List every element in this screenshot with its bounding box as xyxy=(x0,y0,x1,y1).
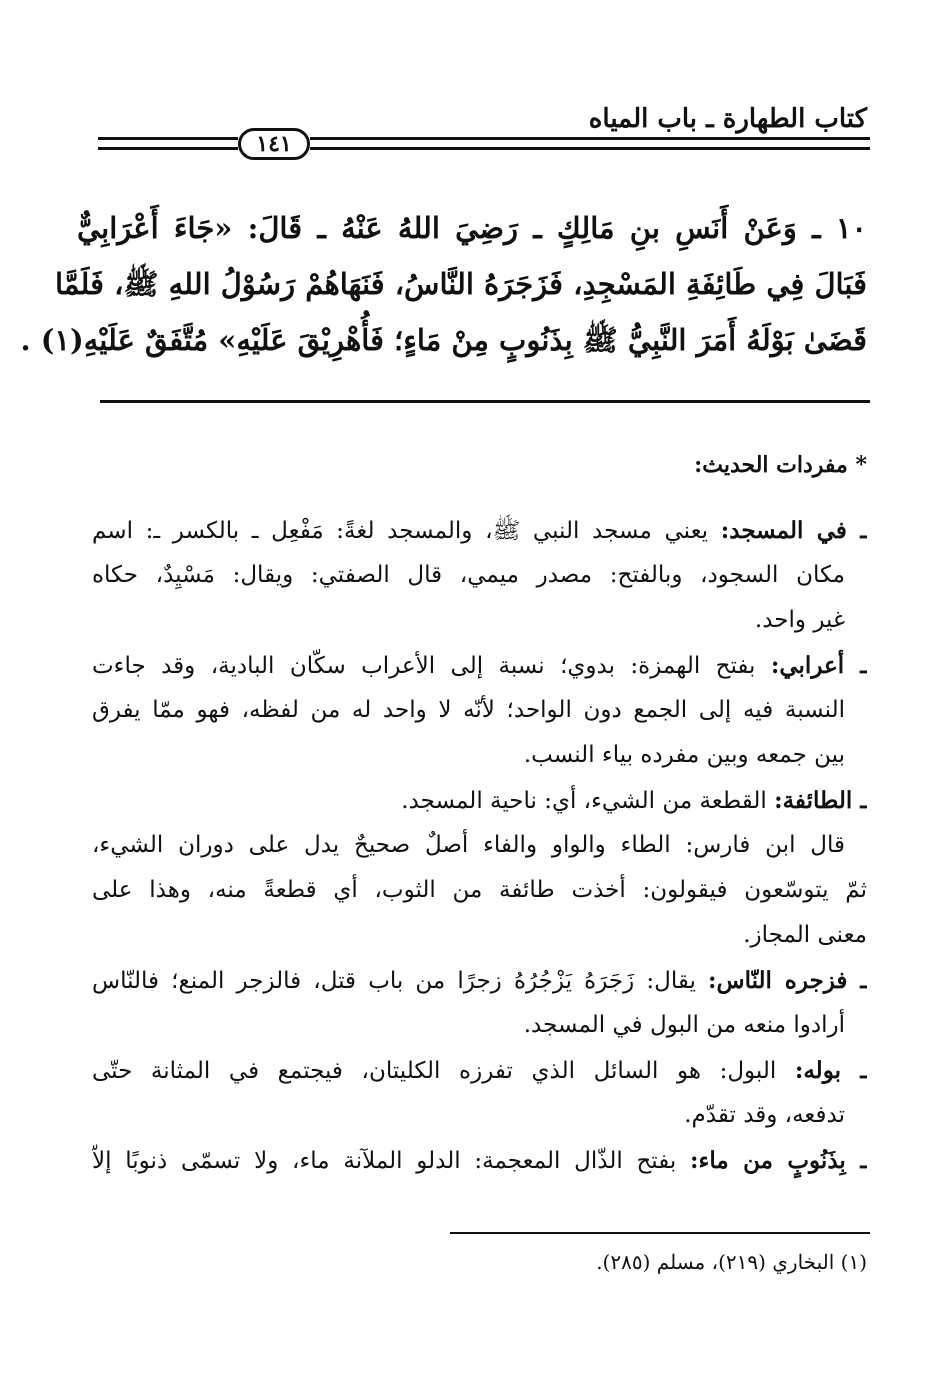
entry-line: بين جمعه وبين مفرده بياء النسب. xyxy=(523,742,845,768)
entry-line: ـ بِذَنُوبٍ من ماء: بفتح الذّال المعجمة: الدلو الملآنة ماء، ولا تسمّى ذنوبًا إلاّ xyxy=(92,1147,867,1174)
running-header: كتاب الطهارة ـ باب المياه xyxy=(588,104,867,134)
section-title: * مفردات الحديث: xyxy=(694,452,867,478)
header-rule-right-bottom xyxy=(310,147,870,150)
entry-line: ـ فزجره النّاس: يقال: زَجَرَهُ يَزْجُرُهُ زجرًا من باب قتل، فالزجر المنع؛ فالنّاس xyxy=(92,967,867,994)
entry-line: تدفعه، وقد تقدّم. xyxy=(684,1102,845,1128)
page-number xyxy=(238,128,310,160)
section-divider xyxy=(100,400,870,403)
header-rule-left-bottom xyxy=(98,147,238,150)
entry-line: ـ الطائفة: القطعة من الشيء، أي: ناحية المسجد. xyxy=(401,787,867,814)
footnote-rule xyxy=(450,1232,870,1234)
entry-line: معنى المجاز. xyxy=(743,922,867,948)
page-number-text: ١٤١ xyxy=(256,131,292,157)
hadith-line: قَضَىٰ بَوْلَهُ أَمَرَ النَّبِيُّ ﷺ بِذَنُوبٍ مِنْ مَاءٍ؛ فَأُهْرِيْقَ عَلَيْهِ» مُتَّفَقٌ عَلَيْهِ(١) . xyxy=(20,323,867,357)
entry-line: النسبة فيه إلى الجمع دون الواحد؛ لأنّه لا واحد له من لفظه، فهو ممّا يفرق xyxy=(92,697,845,723)
entry-line: أرادوا منعه من البول في المسجد. xyxy=(523,1012,845,1038)
entry-line: ـ أعرابي: بفتح الهمزة: بدوي؛ نسبة إلى الأعراب سكّان البادية، وقد جاءت xyxy=(92,652,867,679)
entry-term: ـ بِذَنُوبٍ من ماء: xyxy=(690,1147,867,1174)
entry-line: قال ابن فارس: الطاء والواو والفاء أصلٌ صحيحٌ يدل على دوران الشيء، xyxy=(92,832,845,858)
entry-term: ـ بوله: xyxy=(794,1057,867,1084)
entry-term: ـ فزجره النّاس: xyxy=(708,967,867,994)
entry-line: ـ بوله: البول: هو السائل الذي تفرزه الكليتان، فيجتمع في المثانة حتّى xyxy=(92,1057,867,1084)
hadith-number: ١٠ ـ xyxy=(812,211,867,245)
entry-term: ـ في المسجد: xyxy=(720,517,867,544)
entry-line: ـ في المسجد: يعني مسجد النبي ﷺ، والمسجد لغةً: مَفْعِل ـ بالكسر ـ: اسم xyxy=(92,517,867,544)
entry-term: ـ الطائفة: xyxy=(774,787,867,814)
entry-line: غير واحد. xyxy=(754,607,845,633)
entry-line: ثمّ يتوسّعون فيقولون: أخذت طائفة من الثوب، أي قطعةً منه، وهذا على xyxy=(92,877,867,903)
footnote: (١) البخاري (٢١٩)، مسلم (٢٨٥). xyxy=(596,1250,867,1274)
hadith-line: ١٠ ـ وَعَنْ أَنَسِ بنِ مَالِكٍ ـ رَضِيَ اللهُ عَنْهُ ـ قَالَ: «جَاءَ أَعْرَابِيٌّ xyxy=(77,211,867,245)
header-rule-right-top xyxy=(310,137,870,140)
hadith-text xyxy=(20,200,867,368)
hadith-line: فَبَالَ فِي طَائِفَةِ المَسْجِدِ، فَزَجَرَهُ النَّاسُ، فَنَهَاهُمْ رَسُوْلُ اللهِ ﷺ، فَلَمَّا xyxy=(54,267,867,301)
entry-line: مكان السجود، وبالفتح: مصدر ميمي، قال الصفتي: ويقال: مَسْيِدٌ، حكاه xyxy=(92,562,845,588)
header-rule-left-top xyxy=(98,137,238,140)
entry-term: ـ أعرابي: xyxy=(770,652,867,679)
vocabulary-body xyxy=(92,508,867,1183)
